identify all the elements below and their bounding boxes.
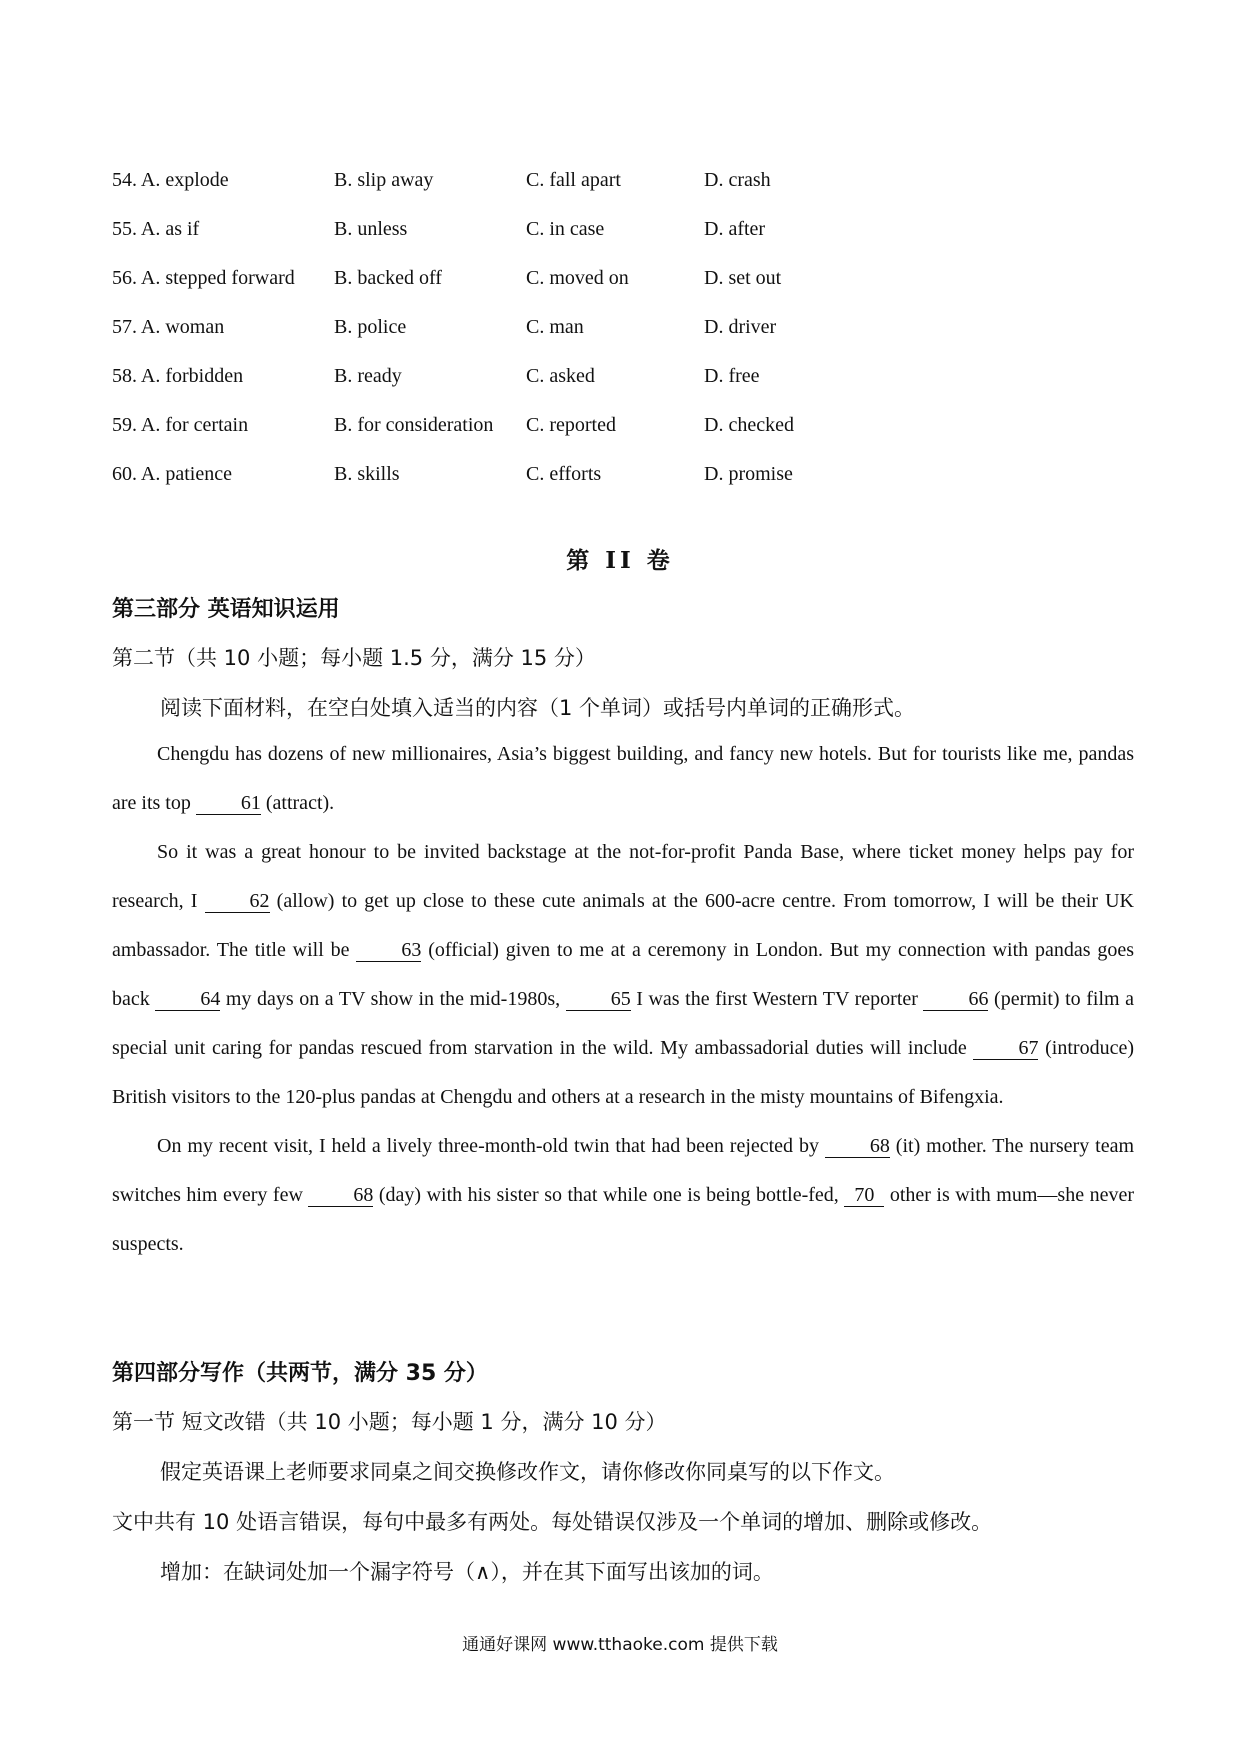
passage-text: (official) given to me at a ceremony in London. But my connection with pandas goes back (112, 939, 1135, 1010)
passage (112, 730, 1134, 1269)
task-line-3: 增加：在缺词处加一个漏字符号（∧），并在其下面写出该加的词。 (160, 1560, 774, 1584)
option-c: C. fall apart (526, 169, 621, 191)
instruction: 阅读下面材料，在空白处填入适当的内容（1 个单词）或括号内单词的正确形式。 (160, 696, 916, 720)
passage-text: my days on a TV show in the mid-1980s, (220, 988, 566, 1010)
option-d: D. driver (704, 316, 777, 338)
passage-text: I was the first Western TV reporter (630, 988, 924, 1010)
blank-67: 67 (973, 1037, 1038, 1060)
task-line-2: 文中共有 10 处语言错误，每句中最多有两处。每处错误仅涉及一个单词的增加、删除或修改。 (112, 1510, 993, 1534)
blank-66: 66 (923, 988, 988, 1011)
passage-text: (attract). (260, 792, 335, 814)
option-a: 60. A. patience (112, 463, 232, 485)
option-d: D. after (704, 218, 766, 240)
blank-63: 63 (356, 939, 421, 962)
option-a: 59. A. for certain (112, 414, 249, 436)
option-d: D. free (704, 365, 760, 387)
part3-heading: 第三部分 英语知识运用 (112, 597, 340, 622)
option-b: B. for consideration (334, 414, 494, 436)
section2-heading: 第二节（共 10 小题；每小题 1.5 分，满分 15 分） (112, 646, 596, 670)
passage-text: (day) with his sister so that while one is being bottle-fed, (373, 1184, 845, 1206)
blank-61: 61 (196, 792, 261, 815)
option-a: 58. A. forbidden (112, 365, 244, 387)
blank-68: 68 (825, 1135, 890, 1158)
passage-text: (permit) to film a special unit caring for pandas rescued from starvation in the wild. My ambassadorial duties will include (112, 988, 1135, 1059)
part4-heading: 第四部分写作（共两节，满分 35 分） (112, 1361, 488, 1386)
paragraph-1 (112, 730, 1134, 828)
blank-68-second: 68 (308, 1184, 373, 1207)
task-line-1: 假定英语课上老师要求同桌之间交换修改作文，请你修改你同桌写的以下作文。 (160, 1460, 895, 1484)
blank-64: 64 (155, 988, 220, 1011)
volume-title: 第 II 卷 (566, 547, 674, 574)
section1-heading: 第一节 短文改错（共 10 小题；每小题 1 分，满分 10 分） (112, 1410, 667, 1434)
option-c: C. asked (526, 365, 595, 387)
option-d: D. checked (704, 414, 794, 436)
option-d: D. crash (704, 169, 771, 191)
passage-text: (allow) to get up close to these cute animals at the 600-acre centre. From tomorrow, I will be their UK ambassador. The title will be (112, 890, 1134, 961)
option-b: B. ready (334, 365, 402, 387)
option-d: D. set out (704, 267, 782, 289)
passage-text: other is with mum—she never suspects. (112, 1184, 1134, 1255)
option-c: C. moved on (526, 267, 629, 289)
option-c: C. man (526, 316, 584, 338)
passage-text: (introduce) British visitors to the 120-plus pandas at Chengdu and others at a research in the misty mountains of Bifengxia. (112, 1037, 1134, 1108)
option-a: 54. A. explode (112, 169, 229, 191)
option-c: C. efforts (526, 463, 602, 485)
passage-text: On my recent visit, I held a lively three-month-old twin that had been rejected by (157, 1135, 825, 1157)
option-a: 56. A. stepped forward (112, 267, 295, 289)
blank-65: 65 (566, 988, 631, 1011)
option-d: D. promise (704, 463, 793, 485)
option-b: B. backed off (334, 267, 442, 289)
footer: 通通好课网 www.tthaoke.com 提供下载 (462, 1635, 778, 1655)
blank-70: 70 (844, 1184, 884, 1207)
blank-62: 62 (205, 890, 270, 913)
passage-text: So it was a great honour to be invited backstage at the not-for-profit Panda Base, where ticket money helps pay for research, I (112, 841, 1134, 912)
passage-text: Chengdu has dozens of new millionaires, Asia’s biggest building, and fancy new hotels. But for tourists like me, pandas are its top (112, 743, 1134, 814)
option-b: B. police (334, 316, 407, 338)
option-c: C. in case (526, 218, 605, 240)
option-b: B. unless (334, 218, 408, 240)
passage-text: (it) mother. The nursery team switches him every few (112, 1135, 1134, 1206)
option-b: B. slip away (334, 169, 434, 191)
option-c: C. reported (526, 414, 616, 436)
paragraph-3 (112, 1122, 1134, 1269)
option-b: B. skills (334, 463, 400, 485)
option-a: 57. A. woman (112, 316, 225, 338)
option-a: 55. A. as if (112, 218, 200, 240)
paragraph-2 (112, 828, 1134, 1122)
